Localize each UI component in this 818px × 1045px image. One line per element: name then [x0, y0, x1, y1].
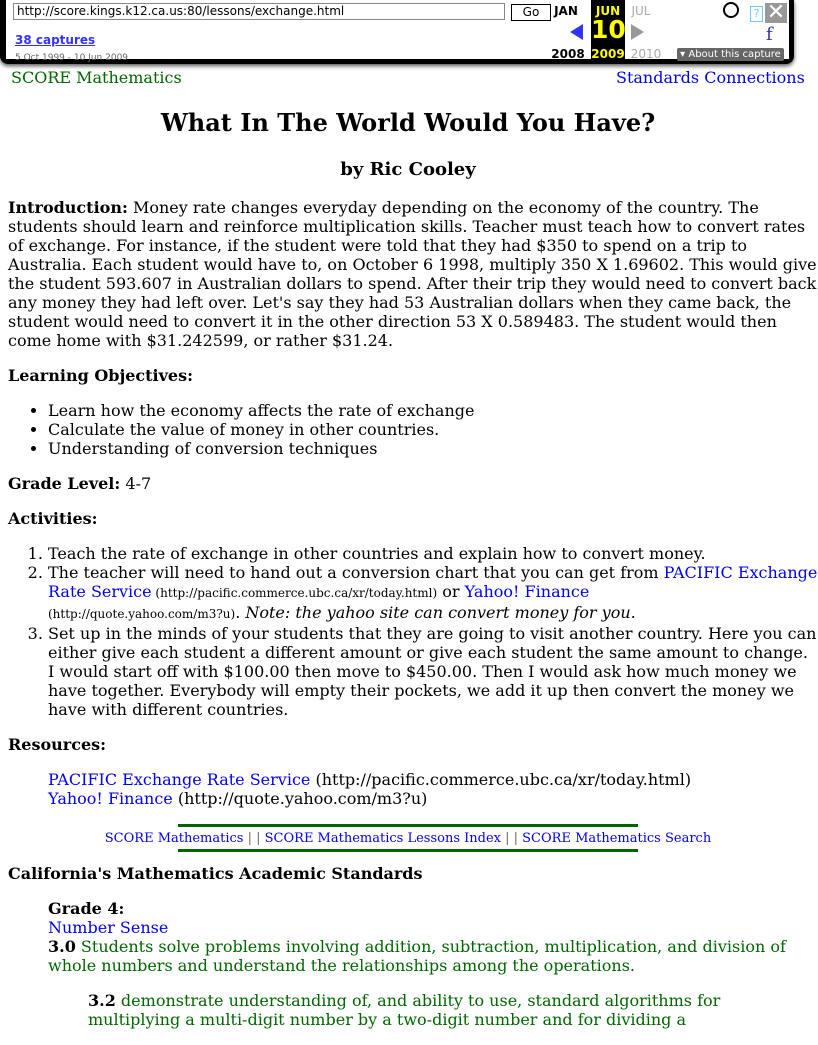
score-mathematics-link[interactable]: SCORE Mathematics — [11, 68, 182, 87]
divider — [178, 849, 638, 852]
footer-score-mathematics-link[interactable]: SCORE Mathematics — [104, 831, 244, 846]
help-icon[interactable]: ? — [750, 6, 763, 22]
yahoo-finance-resource-link[interactable]: Yahoo! Finance — [48, 789, 173, 808]
standards-connections-link[interactable]: Standards Connections — [616, 68, 805, 87]
objectives-list — [8, 401, 818, 458]
url-input[interactable]: http://score.kings.k12.ca.us:80/lessons/exchange.html — [13, 3, 505, 20]
grade-4-standards — [8, 899, 818, 1029]
url-text: (http://pacific.commerce.ubc.ca/xr/today.html) — [151, 586, 438, 600]
standard-text: demonstrate understanding of, and ability to use, standard algorithms for multiplying a multi-digit number by a two-digit number and for dividing a — [88, 991, 721, 1029]
page-title: What In The World Would You Have? — [160, 108, 656, 137]
standard-text: Students solve problems involving addition, subtraction, multiplication, and division of whole numbers and understand the relationships among the operations. — [48, 937, 786, 975]
prev-arrow-icon[interactable] — [570, 24, 583, 40]
separator: | | — [243, 831, 265, 846]
grade-4-label: Grade 4: — [48, 899, 125, 918]
list-item: 1. Teach the rate of exchange in other countries and explain how to convert money. — [48, 544, 818, 563]
list-item: • Calculate the value of money in other countries. — [48, 420, 818, 439]
pacific-exchange-link[interactable]: PACIFIC Exchange Rate Service — [48, 563, 818, 601]
grade-label: Grade Level: — [8, 474, 121, 493]
intro-label: Introduction: — [8, 198, 128, 217]
pacific-exchange-resource-link[interactable]: PACIFIC Exchange Rate Service — [48, 770, 311, 789]
current-day: 10 — [591, 15, 626, 44]
resources-list — [8, 770, 818, 808]
list-item: 3. Set up in the minds of your students that they are going to visit another country. Here you can either give each student a different amount or give each student the same amount to change. I would start off with $100.00 then move to $450.00. Then I would ask how much money we have together. Everybody will empty their pockets, we add it up then convert the money we have with different countries. — [48, 624, 818, 719]
prev-month[interactable]: JAN — [554, 4, 578, 18]
account-icon[interactable] — [723, 2, 739, 18]
next-arrow-icon — [631, 24, 644, 40]
intro-text: Money rate changes everyday depending on the economy of the country. The students should learn and reinforce multiplication skills. Teacher must teach how to convert rates of exchange. For instance, if the student were told that they had $350 to spend on a trip to Australia. Each student would have to, on October 6 1998, multiply 350 X 1.69602. This would give the student 593.607 in Australian dollars to spend. After their trip they would need to convert back any money they had left over. Let's say they had 53 Australian dollars when they came back, the student would need to convert it in the other direction 53 X 0.589483. The student would then come home with $31.242599, or rather $31.24. — [8, 198, 817, 350]
footer-search-link[interactable]: SCORE Mathematics Search — [522, 831, 712, 846]
footer-lessons-index-link[interactable]: SCORE Mathematics Lessons Index — [264, 831, 501, 846]
url-text: (http://quote.yahoo.com/m3?u) — [48, 607, 236, 621]
close-icon[interactable]: ✕ — [766, 0, 786, 25]
url-text: (http://quote.yahoo.com/m3?u) — [172, 789, 428, 808]
go-button[interactable]: Go — [511, 4, 551, 21]
list-item: • Understanding of conversion techniques — [48, 439, 818, 458]
wayback-toolbar — [0, 0, 794, 64]
or-text: or — [437, 582, 465, 601]
byline: by Ric Cooley — [340, 159, 476, 180]
next-year: 2010 — [630, 47, 662, 61]
lesson-content — [8, 106, 818, 1045]
note: Note: the yahoo site can convert money for you. — [245, 603, 636, 622]
separator: | | — [500, 831, 523, 846]
list-item: • Learn how the economy affects the rate of exchange — [48, 401, 818, 420]
objectives-heading: Learning Objectives: — [8, 366, 194, 385]
standard-number: 3.0 — [48, 937, 76, 956]
about-capture-button[interactable]: ▾ About this capture — [677, 48, 784, 61]
number-sense-link[interactable]: Number Sense — [48, 918, 169, 937]
facebook-icon[interactable]: f — [766, 24, 773, 45]
activities-list — [8, 544, 818, 719]
next-month: JUL — [631, 4, 651, 18]
activity-text: The teacher will need to hand out a conversion chart that you can get from — [48, 563, 664, 582]
yahoo-finance-link[interactable]: Yahoo! Finance — [464, 582, 590, 601]
divider — [178, 824, 638, 827]
current-year: 2009 — [591, 47, 625, 61]
grade-value: 4-7 — [120, 474, 152, 493]
introduction — [8, 198, 818, 350]
standards-heading: California's Mathematics Academic Standards — [8, 864, 423, 883]
prev-year[interactable]: 2008 — [551, 47, 585, 61]
url-text: (http://pacific.commerce.ubc.ca/xr/today.html) — [310, 770, 692, 789]
list-item: 2. The teacher will need to hand out a conversion chart that you can get from PACIFIC Exchange Rate Service (http://pacific.commerce.ubc.ca/xr/today.html) or Yahoo! Finance (http://quote.yahoo.com/m3?u). Note: the yahoo site can convert money for you. — [48, 563, 818, 624]
activities-heading: Activities: — [8, 509, 98, 528]
grade-level — [8, 474, 818, 493]
standard-number: 3.2 — [88, 991, 116, 1010]
resources-heading: Resources: — [8, 735, 107, 754]
footer-nav — [8, 824, 808, 852]
captures-link[interactable]: 38 captures — [15, 33, 96, 47]
current-month: JUN — [595, 4, 621, 18]
capture-range: 5 Oct 1999 - 10 Jun 2009 — [15, 53, 129, 63]
